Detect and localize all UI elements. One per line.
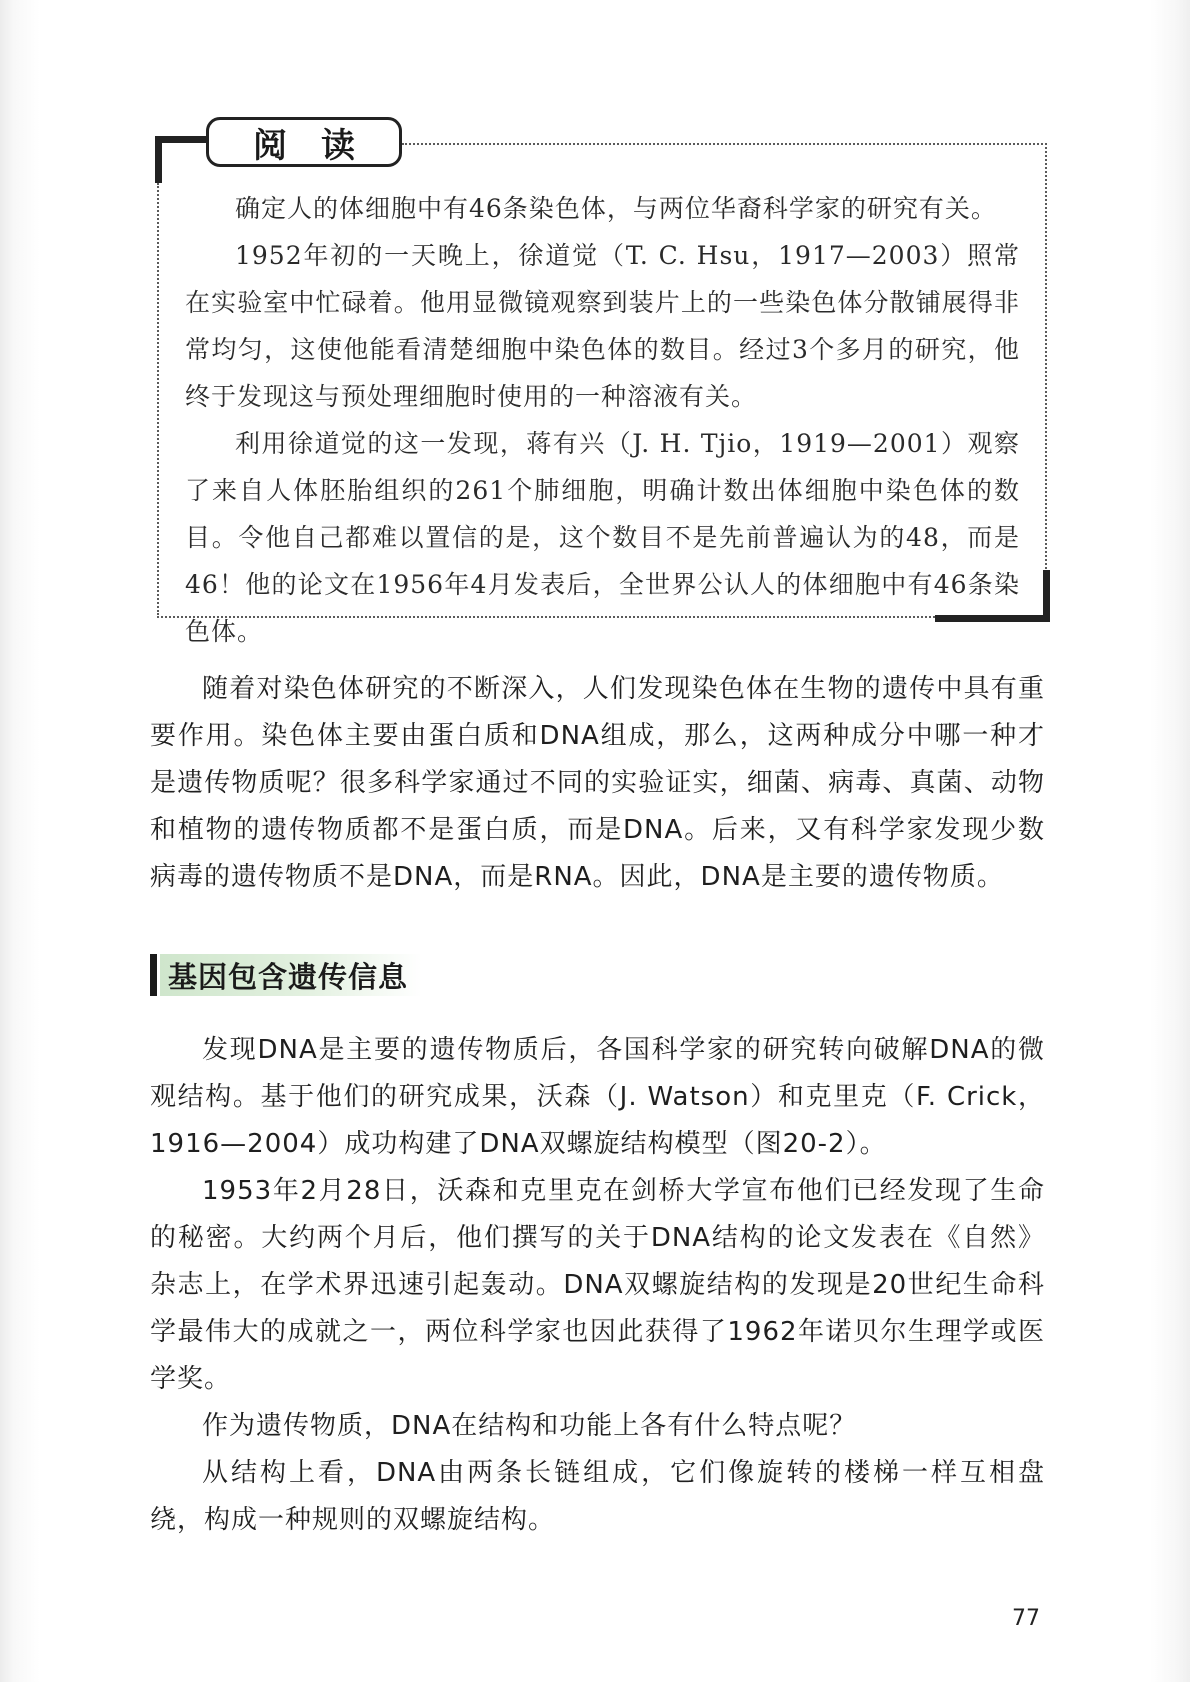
reading-paragraph: 利用徐道觉的这一发现，蒋有兴（J. H. Tjio，1919—2001）观察了来自人体胚胎组织的261个肺细胞，明确计数出体细胞中染色体的数目。令他自己都难以置信的是，这个数目不是先前普遍认为的48，而是46！他的论文在1956年4月发表后，全世界公认人的体细胞中有46条染色体。: [185, 429, 1020, 646]
section-heading: [150, 952, 422, 998]
reading-box-corner-top-left-vertical: [155, 136, 162, 183]
page-number: 77: [1012, 1606, 1040, 1631]
reading-box-corner-top-left: [155, 136, 207, 143]
body-paragraph: 发现DNA是主要的遗传物质后，各国科学家的研究转向破解DNA的微观结构。基于他们的研究成果，沃森（J. Watson）和克里克（F. Crick，1916—2004）成功构建了DNA双螺旋结构模型（图20-2）。: [150, 1035, 1045, 1159]
reading-title: 阅读: [206, 117, 402, 167]
reading-box: [157, 125, 1047, 646]
reading-content: [185, 185, 1020, 655]
body-intro: [150, 666, 1045, 901]
body-paragraph: 随着对染色体研究的不断深入，人们发现染色体在生物的遗传中具有重要作用。染色体主要由蛋白质和DNA组成，那么，这两种成分中哪一种才是遗传物质呢？很多科学家通过不同的实验证实，细菌、病毒、真菌、动物和植物的遗传物质都不是蛋白质，而是DNA。后来，又有科学家发现少数病毒的遗传物质不是DNA，而是RNA。因此，DNA是主要的遗传物质。: [150, 674, 1045, 892]
reading-paragraph: 1952年初的一天晚上，徐道觉（T. C. Hsu，1917—2003）照常在实验室中忙碌着。他用显微镜观察到装片上的一些染色体分散铺展得非常均匀，这使他能看清楚细胞中染色体的数目。经过3个多月的研究，他终于发现这与预处理细胞时使用的一种溶液有关。: [185, 241, 1020, 411]
body-paragraph: 从结构上看，DNA由两条长链组成，它们像旋转的楼梯一样互相盘绕，构成一种规则的双螺旋结构。: [150, 1458, 1045, 1535]
section-body: [150, 1027, 1045, 1544]
reading-box-corner-bottom-right-vertical: [1043, 570, 1050, 622]
section-heading-label: 基因包含遗传信息: [160, 954, 422, 996]
section-heading-bar: [150, 954, 157, 996]
reading-box-border-right: [1045, 143, 1047, 613]
body-paragraph: 作为遗传物质，DNA在结构和功能上各有什么特点呢？: [202, 1411, 857, 1441]
reading-box-border-left: [157, 183, 159, 615]
body-paragraph: 1953年2月28日，沃森和克里克在剑桥大学宣布他们已经发现了生命的秘密。大约两个月后，他们撰写的关于DNA结构的论文发表在《自然》杂志上，在学术界迅速引起轰动。DNA双螺旋结构的发现是20世纪生命科学最伟大的成就之一，两位科学家也因此获得了1962年诺贝尔生理学或医学奖。: [150, 1176, 1045, 1394]
reading-paragraph: 确定人的体细胞中有46条染色体，与两位华裔科学家的研究有关。: [235, 194, 997, 223]
reading-box-border-top: [402, 143, 1047, 145]
